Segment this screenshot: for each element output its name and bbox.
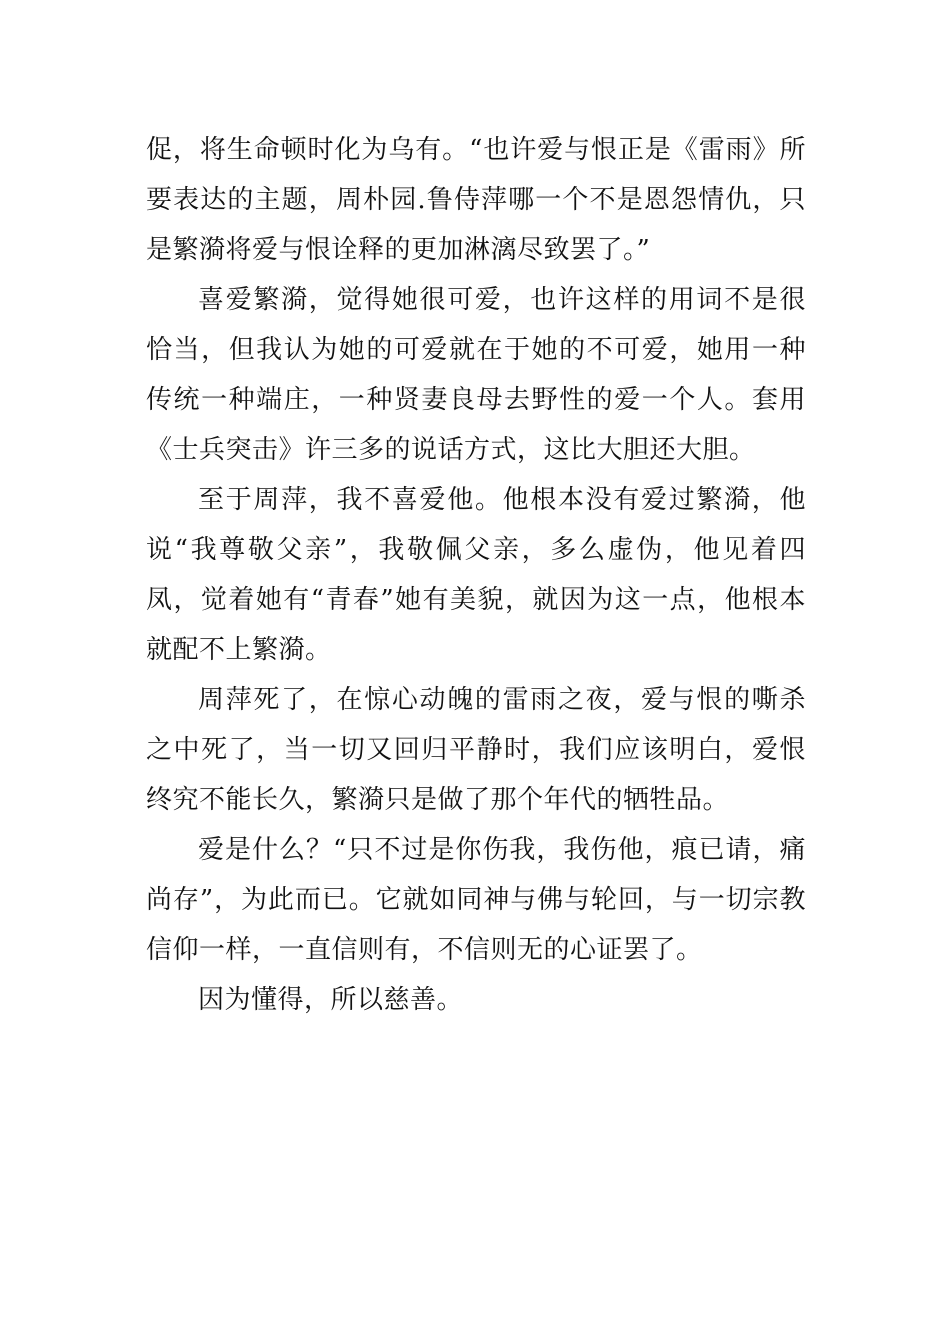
paragraph-4: 周萍死了，在惊心动魄的雷雨之夜，爱与恨的嘶杀之中死了，当一切又回归平静时，我们应该明白，爱恨终究不能长久，繁漪只是做了那个年代的牺牲品。 bbox=[146, 685, 806, 815]
paragraph-6: 因为懂得，所以慈善。 bbox=[198, 985, 464, 1015]
body-text bbox=[146, 125, 806, 1025]
paragraph-1: 促，将生命顿时化为乌有。“也许爱与恨正是《雷雨》所要表达的主题，周朴园.鲁侍萍哪一个不是恩怨情仇，只是繁漪将爱与恨诠释的更加淋漓尽致罢了。” bbox=[146, 135, 806, 265]
paragraph-5: 爱是什么？“只不过是你伤我，我伤他，痕已请，痛尚存”，为此而已。它就如同神与佛与轮回，与一切宗教信仰一样，一直信则有，不信则无的心证罢了。 bbox=[146, 835, 806, 965]
paragraph-3: 至于周萍，我不喜爱他。他根本没有爱过繁漪，他说“我尊敬父亲”，我敬佩父亲，多么虚伪，他见着四凤，觉着她有“青春”她有美貌，就因为这一点，他根本就配不上繁漪。 bbox=[146, 485, 806, 665]
paragraph-2: 喜爱繁漪，觉得她很可爱，也许这样的用词不是很恰当，但我认为她的可爱就在于她的不可爱，她用一种传统一种端庄，一种贤妻良母去野性的爱一个人。套用《士兵突击》许三多的说话方式，这比大胆还大胆。 bbox=[146, 285, 806, 465]
